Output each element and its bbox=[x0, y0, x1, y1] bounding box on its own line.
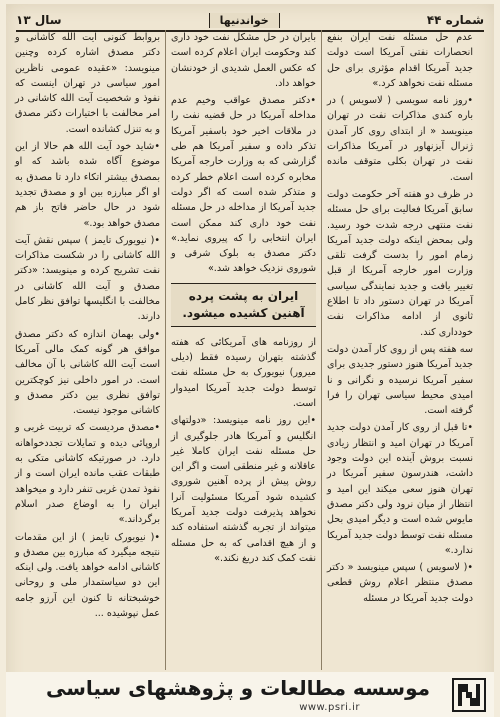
psri-logo-icon bbox=[452, 678, 486, 712]
volume-year: سال ۱۳ bbox=[16, 13, 62, 27]
column-right bbox=[322, 30, 478, 670]
paragraph: از روزنامه های آمریکائی که هفته گذشته بتهران رسیده فقط (دیلی میرور) نیویورک به حل مسئله نفت توسط دولت جدید آمریکا امیدوار است. bbox=[171, 336, 316, 409]
watermark-url: www.psri.ir bbox=[299, 702, 360, 713]
paragraph: • تا قبل از روی کار آمدن دولت جدید آمریکا در تهران امید و انتظار زیادی نسبت بروش آینده این دولت وجود داشت، هندرسون سفیر آمریکا در تهران هنوز سعی میکند این امید و انتظار از میان نرود ولی دکتر مصدق مایوس شده است و دیگر امیدی بحل مسئله نفت توسط دولت جدید آمریکا ندارد.» bbox=[327, 420, 473, 558]
issue-number: شماره ۴۴ bbox=[426, 13, 484, 27]
magazine-title: خواندنیها bbox=[209, 13, 280, 28]
paragraph: • مصدق مردیست که تربیت غربی و اروپائی دیده و تمایلات تجددخواهانه دارد. در صورتیکه کاشانی متکی به طبقات عقب مانده ایران است و از نفوذ تمدن غربی تنفر دارد و میخواهد ایران را به اوضاع صدر اسلام برگرداند.» bbox=[15, 420, 160, 527]
column-middle bbox=[166, 30, 322, 670]
paragraph: • روز نامه سویسی ( لاسویس ) در باره کندی مذاکرات نفت در تهران مینویسد « از ابتدای روی کار آمدن ژنرال آیزنهاور در آمریکا مذاکرات نفت در تهران بکلی متوقف مانده است. bbox=[327, 93, 473, 185]
section-headline: ایران به پشت پرده آهنین کشیده میشود. bbox=[171, 283, 316, 327]
paragraph: • ولی بهمان اندازه که دکتر مصدق موافق هر گونه کمک مالی آمریکا است آیت الله کاشانی با آن مخالف است. در امور داخلی نیز کوچکترین توافق نظری بین دکتر مصدق و کاشانی موجود نیست. bbox=[15, 327, 160, 419]
paragraph: • ( نیویورک تایمز ) سپس نقش آیت الله کاشانی را در شکست مذاکرات نفت تشریح کرده و مینویسد: «دکتر مصدق و آیت الله کاشانی در مخالفت با انگلیسها توافق نظر کامل دارند. bbox=[15, 233, 160, 325]
paragraph: بایران در حل مشکل نفت خود داری کند وحکومت ایران اعلام کرده است که عکس العمل شدیدی از خودنشان خواهد داد. bbox=[171, 32, 316, 89]
paragraph: • ( لاسویس ) سپس مینویسد « دکتر مصدق منتظر اعلام روش قطعی دولت جدید آمریکا در مسئله bbox=[327, 560, 473, 606]
paragraph: • شاید خود آیت الله هم حالا از این موضوع آگاه شده باشد که او بمصدق بیشتر اتکاء دارد تا مصدق به او اگر مبارزه بین او و مصدق تجدید شود در حال حاضر فاتح باز هم مصدق خواهد بود.» bbox=[15, 139, 160, 231]
article-columns bbox=[10, 30, 478, 670]
paragraph: • این روز نامه مینویسد: «دولتهای انگلیس و آمریکا هادر جلوگیری از حل مسئله نفت ایران کاملا غیر عاقلانه و غیر منطقی است و اگر این روش پیش از پرده آهنین شوروی کشیده شود آمریکا مسئولیت آنرا نخواهد پذیرفت دولت جدید آمریکا میتواند از تجربه گذشته استفاده کند و از هیچ اقدامی که به حل مسئله نفت کمک کند دریغ نکند.» bbox=[171, 413, 316, 566]
paragraph: عدم حل مسئله نفت ایران بنفع انحصارات نفتی آمریکا است دولت جدید آمریکا اقدام مؤثری برای حل مسئله نفت نخواهد کرد.» bbox=[327, 32, 473, 89]
paragraph: سه هفته پس از روی کار آمدن دولت جدید آمریکا هنوز دستور جدیدی برای سفیر آمریکا نرسیده و نگرانی و نا امیدی محیط سیاسی تهران را فرا گرفته است. bbox=[327, 343, 473, 417]
paragraph: در ظرف دو هفته آخر حکومت دولت سابق آمریکا فعالیت برای حل مسئله نفت منتهی درجه شدت خود رسید. ولی بمحض اینکه دولت جدید آمریکا زمام امور را بدست گرفت تلقی وزارت امور خارجه آمریکا از قبل تغییر یافت و جدید نمایندگی سیاسی آمریکا در تهران دستور داد تا اطلاع ثانوی از ادامه مذاکرات نفت خودداری کند. bbox=[327, 188, 473, 338]
paragraph: • دکتر مصدق عواقب وخیم عدم مداخله آمریکا در حل قضیه نفت را در ملاقات اخیر خود باسفیر آمریکا تذکر داده و سفیر آمریکا هم طی گزارشی که به وزارت خارجه آمریکا مخابره کرده است اعلام خطر کرده و متذکر شده است که اگر دولت جدید آمریکا از مداخله در حل مسئله نفت خود داری کند ممکن است ایران انتخابی را که پیروی نماید.» دکتر مصدق به بلوک شرقی و شوروی نزدیک خواهد شد.» bbox=[171, 93, 316, 277]
paragraph: بروابط کنونی آیت الله کاشانی و دکتر مصدق اشاره کرده وچنین مینویسد: «عقیده عمومی ناظرین امور سیاسی در تهران اینست که نفوذ و شخصیت آیت الله کاشانی در امر مخالفت با اختیارات دکتر مصدق و به تنزل کشانده است. bbox=[15, 32, 160, 135]
paragraph: • ( نیویورک تایمز ) از این مقدمات نتیجه میگیرد که مبارزه بین مصدق و کاشانی ادامه خواهد یافت. ولی اینکه این دو سیاستمدار ملی و روحانی خوشبختانه تا کنون این آرزو جامه عمل نپوشیده ... bbox=[15, 530, 160, 622]
column-left bbox=[10, 30, 166, 670]
page-header bbox=[16, 10, 484, 32]
watermark-org: موسسه مطالعات و پژوهشهای سیاسی bbox=[45, 676, 430, 700]
